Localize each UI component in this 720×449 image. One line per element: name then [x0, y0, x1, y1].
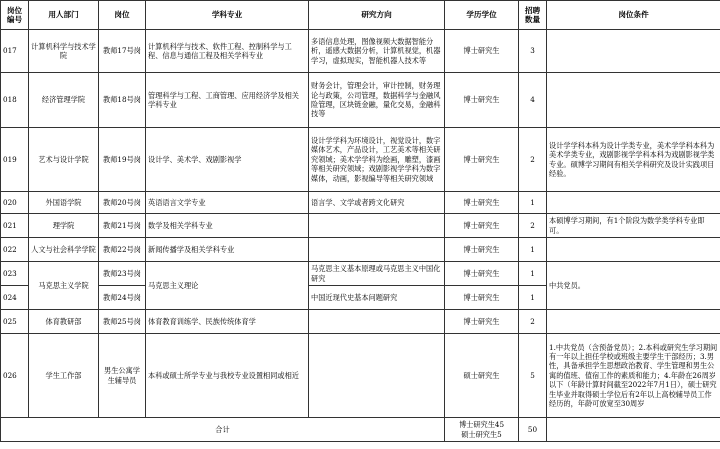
cell-major: 计算机科学与技术、软件工程、控制科学与工程、信息与通信工程及相关学科专业	[146, 30, 309, 73]
cell-major: 本科或硕士所学专业与我校专业设置相同或相近	[146, 334, 309, 418]
cell-code: 024	[1, 286, 29, 310]
cell-research	[309, 334, 445, 418]
cell-quota: 2	[519, 310, 547, 334]
cell-quota: 1	[519, 262, 547, 286]
col-header-post: 岗位	[99, 1, 146, 30]
cell-quota: 2	[519, 128, 547, 192]
cell-post: 教师18号岗	[99, 73, 146, 128]
table-row	[1, 128, 720, 192]
cell-education: 博士研究生	[445, 73, 519, 128]
total-quota: 50	[519, 418, 547, 442]
total-row	[1, 418, 720, 442]
cell-post: 教师24号岗	[99, 286, 146, 310]
cell-department: 经济管理学院	[29, 73, 99, 128]
cell-post: 男生公寓学生辅导员	[99, 334, 146, 418]
cell-conditions	[547, 238, 720, 262]
cell-department: 理学院	[29, 214, 99, 238]
cell-conditions: 本硕博学习期间，有1个阶段为数学类学科专业即可。	[547, 214, 720, 238]
cell-code: 022	[1, 238, 29, 262]
cell-conditions	[547, 73, 720, 128]
cell-major: 马克思主义理论	[146, 262, 309, 310]
cell-research	[309, 214, 445, 238]
cell-code: 023	[1, 262, 29, 286]
col-header-department: 用人部门	[29, 1, 99, 30]
table-row	[1, 310, 720, 334]
cell-quota: 4	[519, 73, 547, 128]
col-header-quota: 招聘 数量	[519, 1, 547, 30]
cell-major: 数学及相关学科专业	[146, 214, 309, 238]
col-header-conditions: 岗位条件	[547, 1, 720, 30]
table-row	[1, 214, 720, 238]
header-row	[1, 1, 720, 30]
col-header-research: 研究方向	[309, 1, 445, 30]
cell-education: 博士研究生	[445, 214, 519, 238]
cell-education: 博士研究生	[445, 286, 519, 310]
cell-research: 中国近现代史基本问题研究	[309, 286, 445, 310]
cell-conditions	[547, 192, 720, 214]
cell-research: 财务会计，管理会计，审计控制，财务理论与政策，公司管理，数据科学与金融风险管理，区块链金融，量化交易，金融科技等	[309, 73, 445, 128]
total-doctor-count: 博士研究生45	[458, 420, 505, 430]
cell-education: 硕士研究生	[445, 334, 519, 418]
cell-conditions: 中共党员。	[547, 262, 720, 310]
cell-post: 教师17号岗	[99, 30, 146, 73]
cell-education: 博士研究生	[445, 310, 519, 334]
table-row	[1, 192, 720, 214]
cell-department: 人文与社会科学学院	[29, 238, 99, 262]
cell-research: 语言学、文学或者跨文化研究	[309, 192, 445, 214]
col-header-major: 学科专业	[146, 1, 309, 30]
cell-quota: 1	[519, 286, 547, 310]
cell-education: 博士研究生	[445, 128, 519, 192]
table-row	[1, 30, 720, 73]
cell-research: 马克思主义基本原理或马克思主义中国化研究	[309, 262, 445, 286]
table-row	[1, 73, 720, 128]
cell-post: 教师22号岗	[99, 238, 146, 262]
cell-major: 英语语言文学专业	[146, 192, 309, 214]
cell-conditions	[547, 30, 720, 73]
table-row	[1, 334, 720, 418]
col-header-code: 岗位 编号	[1, 1, 29, 30]
cell-post: 教师23号岗	[99, 262, 146, 286]
cell-code: 026	[1, 334, 29, 418]
cell-quota: 2	[519, 214, 547, 238]
cell-code: 017	[1, 30, 29, 73]
cell-department: 艺术与设计学院	[29, 128, 99, 192]
total-label: 合计	[1, 418, 445, 442]
cell-quota: 5	[519, 334, 547, 418]
cell-quota: 3	[519, 30, 547, 73]
cell-code: 018	[1, 73, 29, 128]
cell-research: 设计学学科为环境设计，视觉设计，数字媒体艺术，产品设计，工艺美术等相关研究领域；美术学学科为绘画，雕塑，漆画等相关研究领域；戏剧影视学学科为数字媒体，动画，影视编导等相关研究领域	[309, 128, 445, 192]
cell-quota: 1	[519, 238, 547, 262]
cell-research: 多语信息处理，图像视频大数据智能分析，遥感大数据分析，计算机视觉，机器学习，虚拟现实，智能机器人技术等	[309, 30, 445, 73]
cell-code: 020	[1, 192, 29, 214]
total-master-count: 硕士研究生5	[461, 429, 502, 439]
total-conditions	[547, 418, 720, 442]
cell-research	[309, 310, 445, 334]
cell-major: 设计学、美术学、戏剧影视学	[146, 128, 309, 192]
cell-conditions: 设计学学科本科为设计学类专业，美术学学科本科为美术学类专业，戏剧影视学学科本科为戏剧影视学类专业。硕博学习期间有相关学科研究及设计实践项目经验。	[547, 128, 720, 192]
cell-post: 教师21号岗	[99, 214, 146, 238]
cell-education: 博士研究生	[445, 192, 519, 214]
cell-conditions: 1.中共党员（含预备党员）；2.本科或研究生学习期间有一年以上担任学校或班级主要学生干部经历；3.男性，具备承担学生思想政治教育、学生管理和男生公寓的值班、值宿工作的素质和能力；4.年龄在26周岁以下（年龄计算时间截至2022年7月1日），硕士研究生毕业并取得硕士学位后有2年以上高校辅导员工作经历的，年龄可放宽至30周岁	[547, 334, 720, 418]
cell-code: 021	[1, 214, 29, 238]
cell-code: 025	[1, 310, 29, 334]
cell-post: 教师25号岗	[99, 310, 146, 334]
cell-department: 外国语学院	[29, 192, 99, 214]
cell-department: 马克思主义学院	[29, 262, 99, 310]
cell-major: 管理科学与工程、工商管理、应用经济学及相关学科专业	[146, 73, 309, 128]
cell-major: 体育教育训练学、民族传统体育学	[146, 310, 309, 334]
cell-education: 博士研究生	[445, 238, 519, 262]
cell-code: 019	[1, 128, 29, 192]
cell-post: 教师20号岗	[99, 192, 146, 214]
cell-conditions	[547, 310, 720, 334]
cell-education: 博士研究生	[445, 262, 519, 286]
cell-post: 教师19号岗	[99, 128, 146, 192]
cell-education: 博士研究生	[445, 30, 519, 73]
total-education	[445, 418, 519, 442]
cell-quota: 1	[519, 192, 547, 214]
table-row	[1, 262, 720, 286]
table-row	[1, 238, 720, 262]
cell-research	[309, 238, 445, 262]
cell-department: 体育教研部	[29, 310, 99, 334]
col-header-education: 学历学位	[445, 1, 519, 30]
cell-department: 学生工作部	[29, 334, 99, 418]
cell-department: 计算机科学与技术学院	[29, 30, 99, 73]
cell-major: 新闻传播学及相关学科专业	[146, 238, 309, 262]
